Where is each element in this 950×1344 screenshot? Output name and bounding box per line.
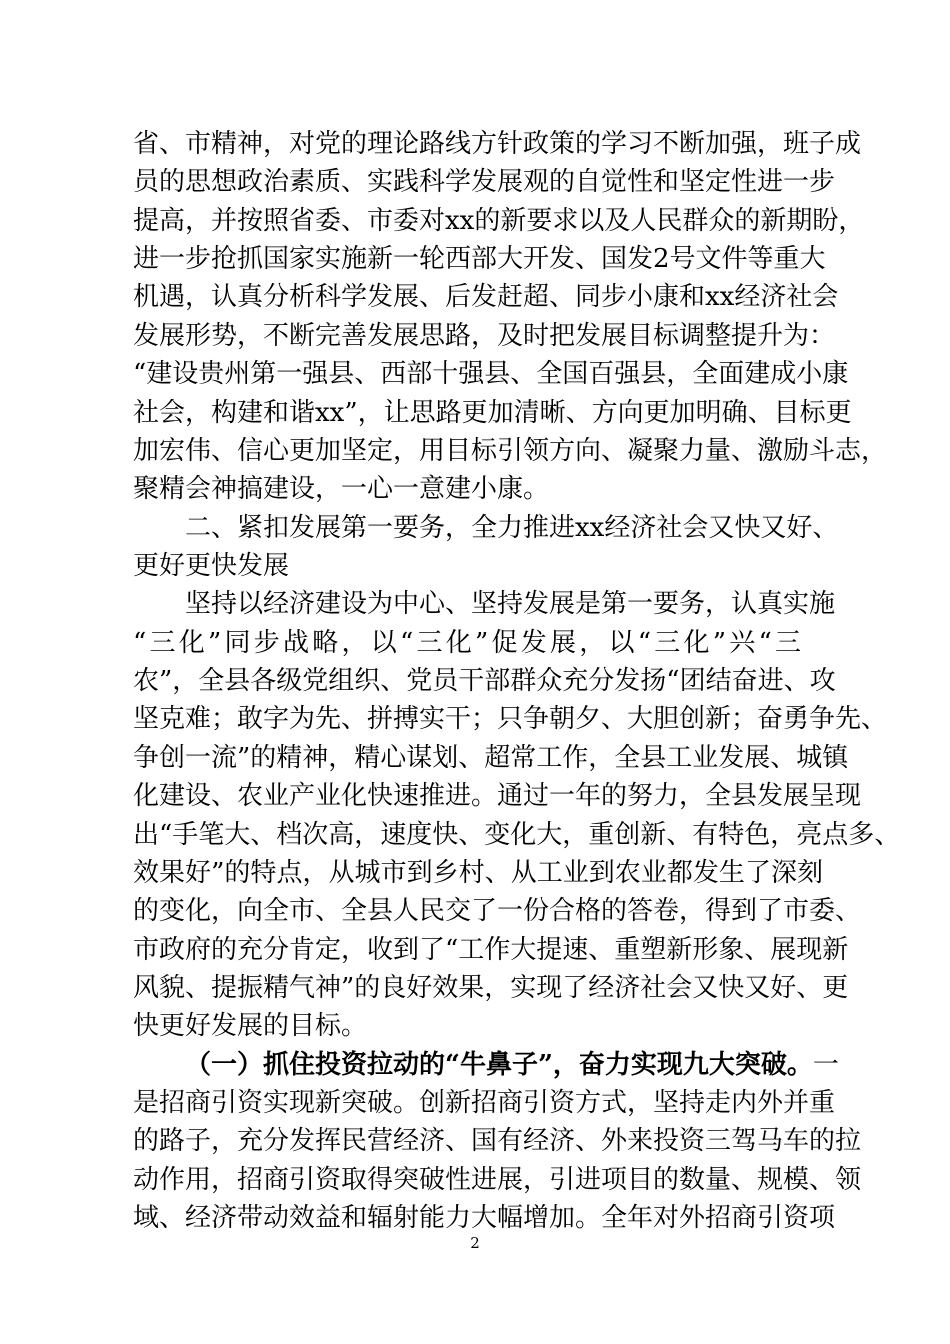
text-line: 争创一流”的精神，精心谋划、超常工作，全县工业发展、城镇: [133, 743, 849, 773]
text-line: 坚持以经济建设为中心、坚持发展是第一要务，认真实施: [185, 589, 836, 619]
text-line: 效果好”的特点，从城市到乡村、从工业到农业都发生了深刻: [133, 858, 823, 888]
text-line: 出“手笔大、档次高，速度快、变化大，重创新、有特色，亮点多、: [133, 820, 901, 850]
text-line: 域、经济带动效益和辐射能力大幅增加。全年对外招商引资项: [133, 1203, 836, 1233]
text-line: 是招商引资实现新突破。创新招商引资方式，坚持走内外并重: [133, 1088, 836, 1118]
text-line: 社会，构建和谐xx”，让思路更加清晰、方向更加明确、目标更: [133, 398, 852, 428]
text-line: 化建设、农业产业化快速推进。通过一年的努力，全县发展呈现: [133, 781, 862, 811]
text-line: “三化”同步战略，以“三化”促发展，以“三化”兴“三: [133, 628, 801, 658]
text-line: 省、市精神，对党的理论路线方针政策的学习不断加强，班子成: [133, 129, 862, 159]
subsection-heading: （一）抓住投资拉动的“牛鼻子”，奋力实现九大突破。: [185, 1050, 813, 1080]
text-line: 市政府的充分肯定，收到了“工作大提速、重塑新形象、展现新: [133, 935, 849, 965]
text-line: 快更好发展的目标。: [133, 1011, 368, 1041]
text-line: 坚克难；敢字为先、拼搏实干；只争朝夕、大胆创新；奋勇争先、: [133, 704, 888, 734]
heading-line: 更好更快发展: [133, 551, 290, 581]
heading-continuation: 一: [812, 1050, 839, 1080]
text-line: 的路子，充分发挥民营经济、国有经济、外来投资三驾马车的拉: [133, 1126, 862, 1156]
text-line: 的变化，向全市、全县人民交了一份合格的答卷，得到了市委、: [133, 896, 862, 926]
text-line: 发展形势，不断完善发展思路，及时把发展目标调整提升为：: [133, 321, 836, 351]
text-line: 机遇，认真分析科学发展、后发赶超、同步小康和xx经济社会: [133, 282, 839, 312]
text-line: 加宏伟、信心更加坚定，用目标引领方向、凝聚力量、激励斗志，: [133, 436, 888, 466]
text-line: 提高，并按照省委、市委对xx的新要求以及人民群众的新期盼，: [133, 206, 865, 236]
text-line: “建设贵州第一强县、西部十强县、全国百强县，全面建成小康: [133, 359, 849, 389]
text-line: 农”，全县各级党组织、党员干部群众充分发扬“团结奋进、攻: [133, 666, 836, 696]
heading-line: 二、紧扣发展第一要务，全力推进xx经济社会又快又好、: [185, 513, 839, 543]
text-line: 动作用，招商引资取得突破性进展，引进项目的数量、规模、领: [133, 1165, 862, 1195]
page-number: 2: [470, 1234, 480, 1252]
text-line: [185, 1048, 839, 1082]
text-line: 进一步抢抓国家实施新一轮西部大开发、国发2号文件等重大: [133, 244, 826, 274]
text-line: 风貌、提振精气神”的良好效果，实现了经济社会又快又好、更: [133, 973, 849, 1003]
text-line: 聚精会神搞建设，一心一意建小康。: [133, 474, 550, 504]
text-line: 员的思想政治素质、实践科学发展观的自觉性和坚定性进一步: [133, 167, 836, 197]
